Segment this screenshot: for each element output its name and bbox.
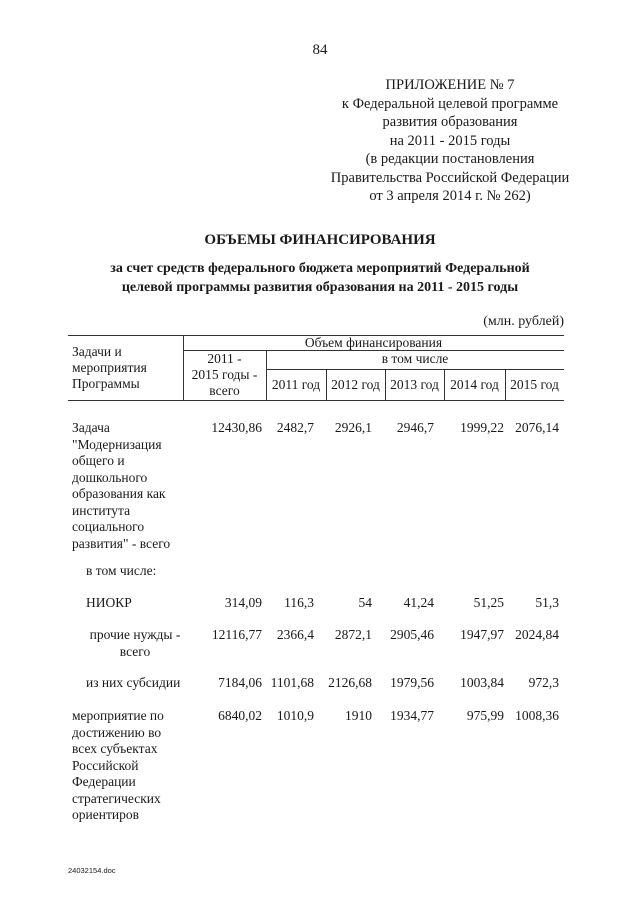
header-funding-volume: Объем финансирования xyxy=(304,335,443,350)
subtitle-line: за счет средств федерального бюджета мероприятий Федеральной xyxy=(110,261,530,276)
row-label-line: прочие нужды - xyxy=(89,627,181,642)
cell-2012: 1910 xyxy=(345,708,372,723)
cell-2013: 41,24 xyxy=(403,595,434,610)
row-label-line: стратегических xyxy=(72,790,161,806)
cell-total: 12430,86 xyxy=(211,420,262,435)
header-year-2012: 2012 год xyxy=(331,377,380,392)
footer-filename: 24032154.doc xyxy=(68,866,116,875)
cell-2013: 1979,56 xyxy=(390,675,434,690)
row-label xyxy=(86,563,156,580)
header-total-line: 2015 годы - xyxy=(191,367,258,382)
cell-2013: 2905,46 xyxy=(390,627,434,642)
cell-2011: 116,3 xyxy=(284,595,314,610)
header-task-line: Программы xyxy=(72,376,140,391)
cell-2014: 1947,97 xyxy=(460,627,504,642)
cell-2013: 2946,7 xyxy=(396,420,434,435)
cell-2015: 972,3 xyxy=(528,675,559,690)
row-label-line: Федерации xyxy=(72,774,136,789)
appendix-line: (в редакции постановления xyxy=(365,151,535,167)
row-label-line: ориентиров xyxy=(72,807,139,822)
header-year-2015: 2015 год xyxy=(510,377,559,392)
appendix-line: развития образования xyxy=(382,114,518,130)
row-label-line: в том числе: xyxy=(86,563,157,578)
row-label-line: Задача xyxy=(72,420,110,435)
header-task-column xyxy=(72,344,147,392)
header-task-line: мероприятия xyxy=(72,360,147,375)
header-year-2011: 2011 год xyxy=(271,377,321,392)
cell-2012: 2126,68 xyxy=(328,675,372,690)
cell-total: 7184,06 xyxy=(218,675,262,690)
cell-2013: 1934,77 xyxy=(390,708,434,723)
cell-2014: 51,25 xyxy=(473,595,504,610)
row-label-line: Российской xyxy=(72,757,139,773)
appendix-line: ПРИЛОЖЕНИЕ № 7 xyxy=(385,77,515,93)
appendix-line: Правительства Российской Федерации xyxy=(330,169,570,186)
appendix-line: к Федеральной целевой программе xyxy=(341,95,559,112)
cell-2015: 2024,84 xyxy=(515,627,559,642)
header-total-column xyxy=(183,351,266,399)
header-including: в том числе xyxy=(381,351,449,366)
cell-2011: 1010,9 xyxy=(276,708,314,723)
header-bottom-rule xyxy=(68,400,564,401)
row-label-line: всех субъектах xyxy=(72,741,158,756)
row-label-line: мероприятие по xyxy=(72,708,164,723)
cell-total: 12116,77 xyxy=(211,627,262,642)
row-label-line: из них субсидии xyxy=(86,675,181,690)
row-label-line: "Модернизация xyxy=(72,436,162,452)
header-rule xyxy=(266,369,564,370)
cell-2015: 51,3 xyxy=(535,595,559,610)
row-label-line: дошкольного xyxy=(72,469,148,485)
document-title: ОБЪЕМЫ ФИНАНСИРОВАНИЯ xyxy=(204,232,436,248)
cell-2012: 54 xyxy=(358,595,372,610)
page-number: 84 xyxy=(312,42,328,58)
header-year-2013: 2013 год xyxy=(390,377,439,392)
appendix-line: от 3 апреля 2014 г. № 262) xyxy=(369,188,531,204)
subtitle-line: целевой программы развития образования на 2011 - 2015 годы xyxy=(121,280,519,295)
header-total-line: всего xyxy=(209,383,240,398)
row-label-line: общего и xyxy=(72,453,125,468)
header-total-line: 2011 - xyxy=(207,351,242,366)
cell-2011: 1101,68 xyxy=(270,675,314,690)
row-label-line: НИОКР xyxy=(86,595,132,610)
row-label xyxy=(86,595,132,612)
cell-2015: 2076,14 xyxy=(515,420,559,435)
row-label xyxy=(86,627,184,660)
appendix-line: на 2011 - 2015 годы xyxy=(389,132,511,149)
row-label-line: института xyxy=(72,502,131,518)
row-label xyxy=(72,420,170,552)
cell-2014: 1003,84 xyxy=(460,675,504,690)
cell-2012: 2872,1 xyxy=(334,627,372,642)
row-label xyxy=(86,675,180,692)
row-label-line: достижению во xyxy=(72,724,162,740)
header-year-2014: 2014 год xyxy=(450,377,499,392)
units-note: (млн. рублей) xyxy=(483,314,564,329)
cell-2014: 975,99 xyxy=(466,708,504,723)
row-label-line: всего xyxy=(119,643,151,659)
cell-2011: 2366,4 xyxy=(276,627,314,642)
header-task-line: Задачи и xyxy=(72,344,122,359)
cell-2014: 1999,22 xyxy=(460,420,504,435)
row-label xyxy=(72,708,164,824)
appendix-header xyxy=(300,76,600,206)
row-label-line: развития" - всего xyxy=(72,535,171,551)
cell-2012: 2926,1 xyxy=(334,420,372,435)
cell-total: 6840,02 xyxy=(218,708,262,723)
cell-total: 314,09 xyxy=(224,595,262,610)
row-label-line: образования как xyxy=(72,486,166,501)
cell-2015: 1008,36 xyxy=(515,708,559,723)
cell-2011: 2482,7 xyxy=(276,420,314,435)
row-label-line: социального xyxy=(72,519,145,534)
document-subtitle xyxy=(60,259,580,297)
